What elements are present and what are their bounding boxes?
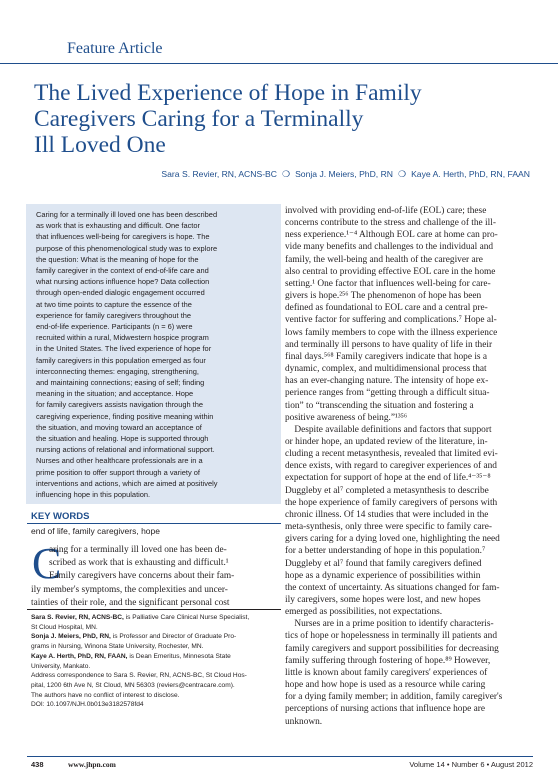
body-line: the context of uncertainty. As situations changed for fam- [285, 582, 500, 593]
author-info-entry [31, 632, 281, 642]
keywords-text: end of life, family caregivers, hope [31, 526, 160, 536]
section-label: Feature Article [67, 40, 163, 57]
intro-paragraph [31, 539, 281, 610]
separator-icon: ❍ [397, 169, 407, 179]
body-line: ness experience.¹⁻⁴ Although EOL care at home can pro- [285, 230, 498, 241]
body-line: Duggleby et al⁷ completed a metasynthesis to describe [285, 485, 489, 496]
body-line: final days.⁵⁶⁸ Family caregivers indicate that hope is a [285, 351, 488, 362]
author-byline [40, 169, 530, 180]
abstract-line: Nurses and other healthcare professionals are in a [36, 456, 203, 466]
body-line: setting.¹ One factor that influences well-being for care- [285, 278, 491, 289]
body-line: involved with providing end-of-life (EOL) care; these [285, 206, 487, 216]
page-number: 438 [31, 760, 44, 769]
abstract-line: Caring for a terminally ill loved one has been described [36, 210, 218, 219]
body-line: has an ever-changing nature. The intensity of hope ex- [285, 376, 489, 387]
author-info-name: Sonja J. Meiers, PhD, RN, [31, 633, 111, 641]
keywords-rule [27, 523, 281, 524]
author-info-line: grams in Nursing, Winona State University, Rochester, MN. [31, 643, 204, 651]
body-line: for a better understanding of hope in this population.⁷ [285, 546, 486, 557]
body-line: and terminally ill persons to have quality of life in their [285, 339, 493, 350]
abstract [26, 204, 281, 504]
abstract-line: the situation, and moving toward an acceptance of [36, 422, 202, 432]
body-line: or hinder hope, an updated review of the literature, in- [285, 436, 488, 447]
body-line: vide many benefits and challenges to the individual and [285, 242, 494, 253]
abstract-line: nursing actions of relational and informational support. [36, 445, 215, 455]
abstract-line: as work that is exhausting and difficult. One factor [36, 221, 200, 231]
abstract-line: family caregiver in the context of end-of-life care and [36, 266, 209, 276]
address-line: DOI: 10.1097/NJH.0b013e3182578fd4 [31, 701, 144, 709]
body-line: family caregivers and support possibilities for decreasing [285, 643, 499, 654]
author-info-name: Kaye A. Herth, PhD, RN, FAAN, [31, 652, 128, 660]
author-info-rule [27, 609, 281, 610]
body-line: the hope experience of family caregivers of persons with [285, 497, 498, 508]
abstract-line: experience for family caregivers throughout the [36, 310, 192, 320]
abstract-line: the question: What is the meaning of hope for the [36, 254, 199, 264]
body-line: cluding a recent metasynthesis, revealed that limited evi- [285, 449, 498, 460]
body-line: hope and how hope is used as a resource while caring [285, 680, 486, 691]
body-line: ily caregivers, some hopes were lost, and new hopes [285, 595, 481, 605]
address-line: The authors have no conflict of interest to disclose. [31, 691, 180, 699]
body-line: hope as a dynamic experience of possibilities within [285, 570, 481, 581]
abstract-line: influencing hope in this population. [36, 490, 151, 500]
intro-line: aring for a terminally ill loved one has been de- [49, 545, 227, 555]
address-line: Address correspondence to Sara S. Revier, RN, ACNS-BC, St Cloud Hos- [31, 672, 247, 680]
author-info-name: Sara S. Revier, RN, ACNS-BC, [31, 614, 124, 621]
intro-line: tainties of their role, and the significant personal cost [31, 597, 230, 608]
abstract-line: for family caregivers assists navigation through the [36, 400, 204, 410]
author-info [31, 613, 281, 710]
abstract-line: meaning in the situation; and acceptance. Hope [36, 389, 194, 399]
abstract-line: end-of-life experience. Participants (n = 6) were [36, 322, 193, 332]
body-line: for a dying family member; in addition, family caregiver's [285, 692, 503, 703]
body-line: perience ranges from “getting through a difficult situa- [285, 388, 490, 399]
author-info-entry [31, 613, 281, 623]
author-info-line: University, Mankato. [31, 662, 91, 670]
author-info-line: St Cloud Hospital, MN. [31, 623, 98, 631]
body-line: dynamic, complex, and multidimensional process that [285, 364, 487, 375]
body-line: emerged as possibilities, not expectations. [285, 607, 443, 618]
drop-cap: C [32, 539, 62, 588]
body-line: unknown. [285, 716, 323, 727]
article-title [34, 80, 504, 158]
body-line: Nurses are in a prime position to identify characteris- [285, 619, 494, 630]
author-info-role: is Dean Emeritus, Minnesota State [127, 652, 231, 660]
body-line: Despite available definitions and factors that support [285, 424, 492, 435]
keywords-heading: KEY WORDS [31, 511, 90, 522]
journal-url[interactable]: www.jhpn.com [68, 760, 116, 769]
abstract-line: through open-ended dialogic engagement occurred [36, 288, 205, 298]
body-line: givers is hope.²⁵⁶ The phenomenon of hope has been [285, 291, 482, 302]
body-line: family, the well-being and health of the caregiver are [285, 254, 483, 265]
abstract-line: recruited within a rural, Midwestern hospice program [36, 333, 209, 343]
abstract-line: interventions and actions, which are aimed at positively [36, 478, 218, 488]
body-line: dence exists, with regard to caregiver experiences of and [285, 461, 497, 472]
abstract-line: interconnecting themes: engaging, strengthening, [36, 366, 199, 376]
separator-icon: ❍ [282, 169, 291, 179]
abstract-line: that influences well-being for caregivers is hope. The [36, 232, 210, 242]
issue-info: Volume 14 • Number 6 • August 2012 [409, 760, 533, 769]
abstract-line: the situation and healing. Hope is supported through [36, 434, 209, 444]
title-line: The Lived Experience of Hope in Family [34, 80, 422, 106]
body-line: also central to providing effective EOL care in the home [285, 266, 496, 277]
author-info-entry [31, 652, 281, 662]
body-line: perceptions of nursing actions that influence hope are [285, 704, 486, 715]
body-line: tics of hope or hopelessness in terminally ill patients and [285, 631, 498, 642]
body-line: ventive factor for suffering and complications.⁷ Hope al- [285, 315, 497, 326]
intro-line: Family caregivers have concerns about their fam- [49, 571, 235, 582]
title-line: Ill Loved One [34, 132, 166, 158]
abstract-line: prime position to offer support through a variety of [36, 467, 200, 477]
abstract-line: purpose of this phenomenological study was to explore [36, 243, 218, 253]
body-line: defined as foundational to EOL care and a central pre- [285, 303, 488, 314]
header-rule [0, 63, 558, 64]
body-line: Duggleby et al⁷ found that family caregivers defined [285, 558, 482, 569]
body-line: chronic illness. Of 14 studies that were included in the [285, 509, 489, 520]
author-name: Sara S. Revier, RN, ACNS-BC [161, 169, 277, 179]
body-line: tion” to “transcending the situation and fostering a [285, 400, 474, 411]
address-line: pital, 1200 6th Ave N, St Cloud, MN 56303 (reviers@centracare.com). [31, 681, 235, 689]
body-line: lows family members to cope with the illness experience [285, 327, 498, 338]
author-name: Kaye A. Herth, PhD, RN, FAAN [411, 169, 530, 179]
body-line: little is known about family caregivers' experiences of [285, 667, 488, 678]
abstract-line: in the United States. The lived experience of hope for [36, 344, 212, 354]
title-line: Caregivers Caring for a Terminally [34, 106, 364, 132]
body-line: meta-synthesis, only three were specific to family care- [285, 522, 493, 533]
body-line: expectation for support of hope at the end of life.⁴⁻³⁵⁻⁸ [285, 473, 491, 484]
body-line: givers caring for a dying loved one, highlighting the need [285, 534, 500, 545]
intro-line: ily member's symptoms, the complexities and uncer- [31, 584, 228, 595]
abstract-line: family caregivers in this population emerged as four [36, 355, 206, 365]
body-column-right [285, 205, 533, 728]
body-line: concerns contribute to the stress and challenge of the ill- [285, 218, 496, 229]
author-name: Sonja J. Meiers, PhD, RN [295, 169, 393, 179]
body-line: positive awareness of being.”¹³⁵⁶ [285, 412, 408, 423]
author-info-role: is Professor and Director of Graduate Pro- [110, 633, 237, 641]
author-info-role: is Palliative Care Clinical Nurse Specialist, [123, 614, 250, 621]
intro-line: scribed as work that is exhausting and difficult.¹ [49, 558, 229, 569]
abstract-line: what nursing actions influence hope? Data collection [36, 277, 210, 287]
abstract-line: and maintaining connections; easing of self; finding [36, 378, 205, 388]
footer-rule [27, 756, 533, 757]
body-line: family suffering through fostering of hope.⁸⁹ However, [285, 655, 491, 666]
abstract-line: caregiving experience, finding positive meaning within [36, 411, 214, 421]
abstract-line: at two time points to capture the essence of the [36, 299, 192, 309]
